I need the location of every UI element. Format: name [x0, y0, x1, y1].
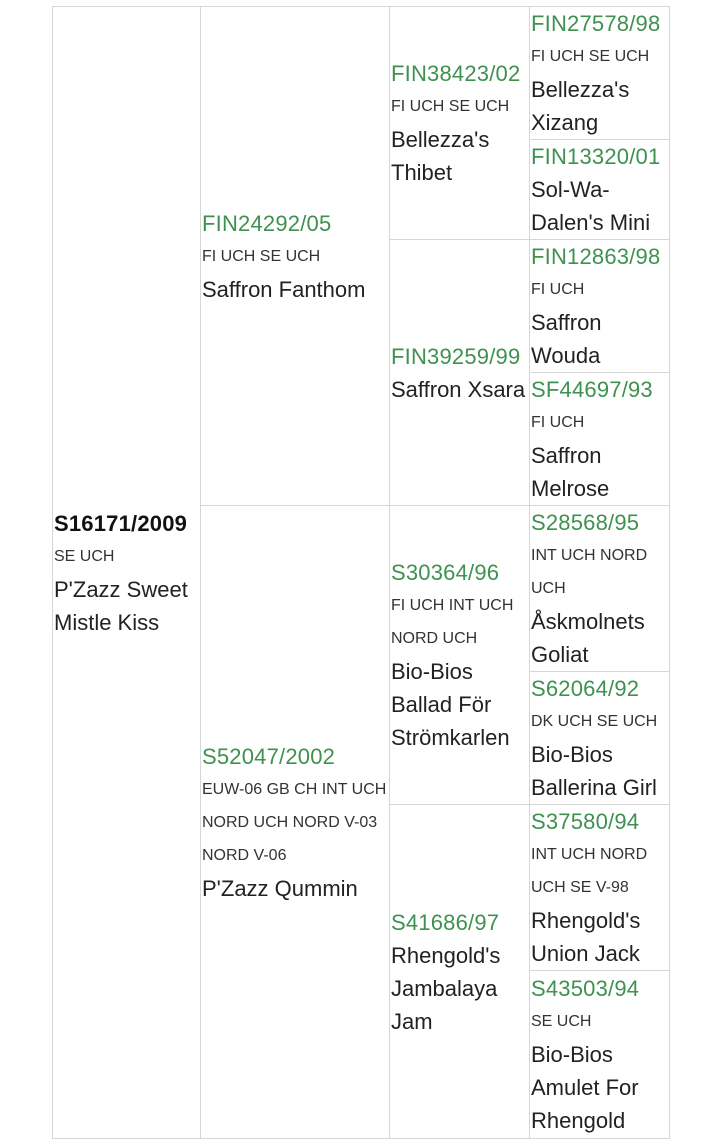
maternal-grandsire-cell — [390, 506, 530, 805]
subject-cell — [53, 7, 201, 1139]
paternal-grandsire-name: Bellezza's Thibet — [391, 127, 490, 185]
ancestor-cell-2 — [530, 140, 670, 240]
maternal-grandsire-titles: FI UCH INT UCH NORD UCH — [391, 597, 514, 647]
paternal-granddam-name: Saffron Xsara — [391, 376, 526, 402]
ancestor-cell-7 — [530, 805, 670, 971]
sire-titles: FI UCH SE UCH — [202, 247, 321, 265]
maternal-granddam-name: Rhengold's Jambalaya Jam — [391, 942, 501, 1034]
ancestor-titles: INT UCH NORD UCH SE V-98 — [531, 846, 648, 896]
paternal-grandsire-registration-link[interactable]: FIN38423/02 — [391, 61, 521, 86]
ancestor-registration-link[interactable]: FIN12863/98 — [531, 244, 661, 269]
maternal-granddam-registration-link[interactable]: S41686/97 — [391, 909, 500, 935]
ancestor-cell-5 — [530, 506, 670, 672]
sire-cell — [201, 7, 390, 506]
dam-registration-link[interactable]: S52047/2002 — [202, 743, 336, 769]
dam-cell — [201, 506, 390, 1139]
dam-name: P'Zazz Qummin — [202, 875, 358, 901]
subject-titles: SE UCH — [54, 547, 115, 565]
ancestor-cell-6 — [530, 672, 670, 805]
ancestor-cell-8 — [530, 971, 670, 1139]
ancestor-name: Bio-Bios Amulet For Rhengold — [531, 1042, 639, 1133]
ancestor-registration-link[interactable]: SF44697/93 — [531, 377, 653, 402]
ancestor-titles: DK UCH SE UCH — [531, 713, 658, 730]
maternal-grandsire-name: Bio-Bios Ballad För Strömkarlen — [391, 659, 510, 750]
maternal-granddam-cell — [390, 805, 530, 1139]
ancestor-titles: FI UCH — [531, 414, 585, 431]
ancestor-cell-3 — [530, 240, 670, 373]
paternal-grandsire-titles: FI UCH SE UCH — [391, 98, 510, 115]
ancestor-registration-link[interactable]: S28568/95 — [531, 510, 640, 535]
dam-titles: EUW-06 GB CH INT UCH NORD UCH NORD V-03 NORD V-06 — [202, 780, 387, 864]
ancestor-titles: FI UCH — [531, 281, 585, 298]
maternal-grandsire-registration-link[interactable]: S30364/96 — [391, 560, 500, 585]
ancestor-cell-4 — [530, 373, 670, 506]
ancestor-registration-link[interactable]: S37580/94 — [531, 809, 640, 834]
paternal-granddam-cell — [390, 240, 530, 506]
pedigree-table — [52, 6, 670, 1139]
paternal-grandsire-cell — [390, 7, 530, 240]
ancestor-titles: FI UCH SE UCH — [531, 48, 650, 65]
subject-name: P'Zazz Sweet Mistle Kiss — [54, 576, 188, 635]
ancestor-registration-link[interactable]: S62064/92 — [531, 676, 640, 701]
ancestor-name: Saffron Wouda — [531, 310, 602, 368]
ancestor-registration-link[interactable]: S43503/94 — [531, 976, 640, 1001]
ancestor-name: Saffron Melrose — [531, 443, 610, 501]
ancestor-registration-link[interactable]: FIN27578/98 — [531, 11, 661, 36]
ancestor-name: Rhengold's Union Jack — [531, 908, 641, 966]
ancestor-titles: SE UCH — [531, 1013, 592, 1030]
paternal-granddam-registration-link[interactable]: FIN39259/99 — [391, 343, 521, 369]
ancestor-registration-link[interactable]: FIN13320/01 — [531, 144, 661, 169]
ancestor-titles: INT UCH NORD UCH — [531, 547, 648, 597]
sire-registration-link[interactable]: FIN24292/05 — [202, 210, 332, 236]
ancestor-name: Sol-Wa-Dalen's Mini — [531, 177, 651, 235]
ancestor-cell-1 — [530, 7, 670, 140]
ancestor-name: Bellezza's Xizang — [531, 77, 630, 135]
ancestor-name: Åskmolnets Goliat — [531, 609, 645, 667]
ancestor-name: Bio-Bios Ballerina Girl — [531, 742, 657, 800]
subject-registration: S16171/2009 — [54, 510, 188, 536]
sire-name: Saffron Fanthom — [202, 276, 366, 302]
